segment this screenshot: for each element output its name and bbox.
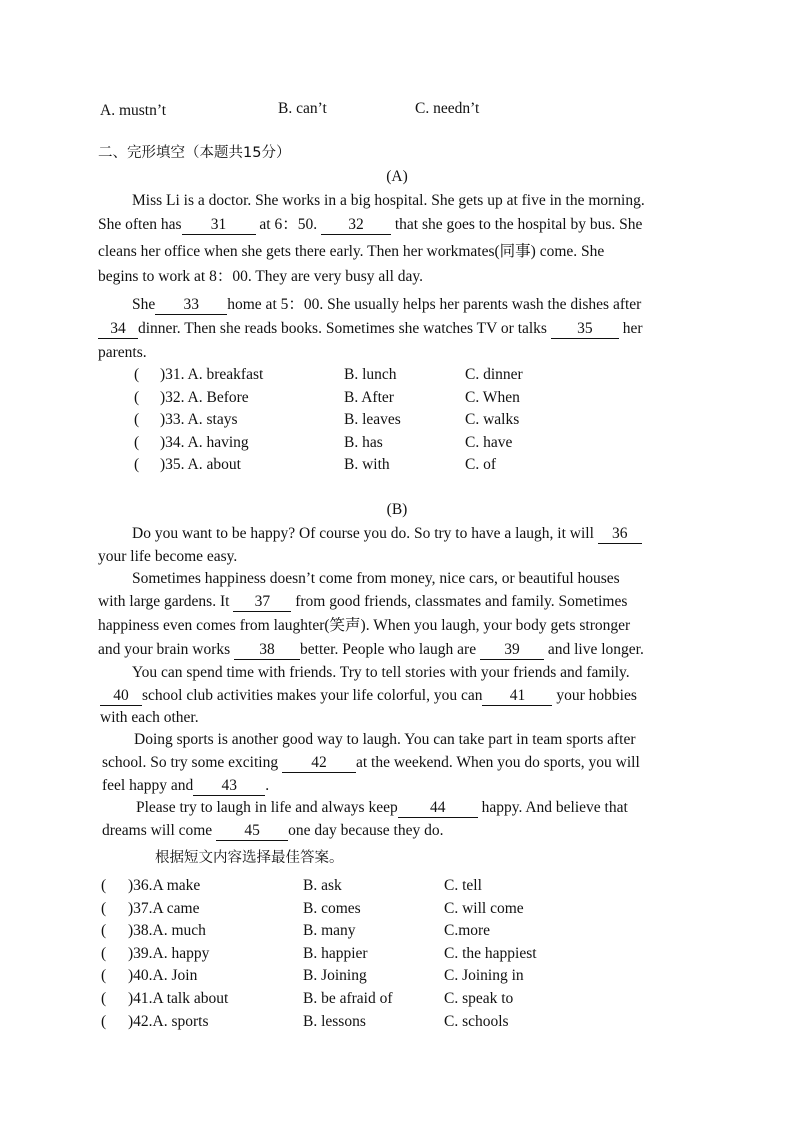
question-option: B. with — [344, 456, 390, 473]
blank-33[interactable]: 33 — [155, 295, 227, 315]
blank-32[interactable]: 32 — [321, 215, 391, 235]
passage-a-line: She often has 31 at 6：50. 32 that she goes to the hospital by bus. She — [98, 216, 643, 233]
passage-a-label: (A) — [386, 168, 408, 185]
option-c: C. needn’t — [415, 100, 480, 117]
answer-paren[interactable]: ( — [134, 388, 140, 406]
question-option: C. walks — [465, 411, 520, 428]
passage-b-line: Do you want to be happy? Of course you do. So try to have a laugh, it will 36 — [132, 523, 642, 545]
answer-paren[interactable]: ( — [134, 366, 140, 383]
answer-paren[interactable]: ( — [101, 922, 107, 940]
answer-paren[interactable]: ( — [101, 967, 107, 985]
passage-b-line: your life become easy. — [98, 548, 238, 565]
question-option: )41.A talk about — [128, 990, 229, 1007]
answer-paren[interactable]: ( — [134, 433, 140, 451]
question-option: B. happier — [303, 944, 368, 962]
question-option: C. Joining in — [444, 967, 524, 985]
question-option: )32. A. Before — [160, 388, 249, 406]
question-option: C. of — [465, 456, 496, 473]
blank-45[interactable]: 45 — [216, 821, 288, 841]
passage-b-line: feel happy and 43 . — [102, 777, 270, 794]
passage-b-line: and your brain works 38 better. People who laugh are 39 and live longer. — [98, 641, 644, 658]
question-option: C. tell — [444, 877, 482, 894]
question-option: C. the happiest — [444, 944, 537, 962]
passage-b-line: 40 school club activities makes your life colorful, you can 41 your hobbies — [100, 685, 637, 707]
answer-paren[interactable]: ( — [101, 944, 107, 962]
blank-38[interactable]: 38 — [234, 640, 300, 660]
option-a: A. mustn’t — [100, 102, 167, 119]
question-option: B. Joining — [303, 967, 367, 985]
passage-b-line: dreams will come 45 one day because they do. — [102, 822, 444, 839]
passage-b-label: (B) — [386, 501, 408, 518]
question-option: C. will come — [444, 899, 524, 917]
passage-a-line: begins to work at 8：00. They are very busy all day. — [98, 268, 423, 285]
question-option: )34. A. having — [160, 433, 249, 451]
answer-paren[interactable]: ( — [101, 877, 107, 894]
section-title: 二、完形填空（本题共15分） — [98, 145, 291, 161]
question-option: C. schools — [444, 1012, 509, 1030]
blank-41[interactable]: 41 — [482, 686, 552, 706]
option-b: B. can’t — [278, 100, 327, 117]
question-option: )37.A came — [128, 899, 200, 917]
blank-43[interactable]: 43 — [193, 776, 265, 796]
answer-paren[interactable]: ( — [101, 1012, 107, 1030]
question-option: B. After — [344, 388, 394, 406]
blank-37[interactable]: 37 — [233, 592, 291, 612]
question-option: B. comes — [303, 899, 361, 917]
passage-a-line: cleans her office when she gets there early. Then her workmates(同事) come. She — [98, 243, 605, 260]
question-option: )39.A. happy — [128, 944, 210, 962]
passage-b-line: happiness even comes from laughter(笑声). When you laugh, your body gets stronger — [98, 617, 631, 634]
blank-35[interactable]: 35 — [551, 319, 619, 339]
passage-a-line: 34 dinner. Then she reads books. Sometimes she watches TV or talks 35 her — [98, 318, 643, 340]
blank-31[interactable]: 31 — [182, 215, 256, 235]
question-option: )38.A. much — [128, 922, 206, 940]
blank-36[interactable]: 36 — [598, 524, 642, 544]
passage-b-line: Please try to laugh in life and always keep 44 happy. And believe that — [136, 799, 628, 816]
question-option: C.more — [444, 922, 491, 940]
question-option: )33. A. stays — [160, 411, 238, 428]
question-option: C. dinner — [465, 366, 523, 383]
question-option: B. many — [303, 922, 356, 940]
passage-a-line: Miss Li is a doctor. She works in a big hospital. She gets up at five in the morning. — [132, 192, 645, 209]
question-option: B. leaves — [344, 411, 401, 428]
question-option: )35. A. about — [160, 456, 241, 473]
question-option: )42.A. sports — [128, 1012, 209, 1030]
passage-b-line: Sometimes happiness doesn’t come from money, nice cars, or beautiful houses — [132, 570, 620, 587]
blank-34[interactable]: 34 — [98, 319, 138, 339]
question-option: B. lunch — [344, 366, 397, 383]
question-option: B. has — [344, 433, 383, 451]
blank-44[interactable]: 44 — [398, 798, 478, 818]
question-option: B. be afraid of — [303, 990, 393, 1007]
answer-paren[interactable]: ( — [101, 899, 107, 917]
question-option: B. lessons — [303, 1012, 366, 1030]
passage-b-line: You can spend time with friends. Try to tell stories with your friends and family. — [132, 664, 630, 681]
passage-a-line: She 33 home at 5：00. She usually helps her parents wash the dishes after — [132, 296, 642, 313]
question-option: )31. A. breakfast — [160, 366, 264, 383]
question-option: C. speak to — [444, 990, 514, 1007]
question-option: B. ask — [303, 877, 342, 894]
passage-b-line: school. So try some exciting 42 at the weekend. When you do sports, you will — [102, 754, 640, 771]
passage-b-line: with each other. — [100, 709, 199, 726]
blank-39[interactable]: 39 — [480, 640, 544, 660]
answer-paren[interactable]: ( — [134, 456, 140, 473]
question-option: C. When — [465, 388, 520, 406]
passage-a-line: parents. — [98, 344, 147, 361]
question-option: C. have — [465, 433, 513, 451]
question-option: )36.A make — [128, 877, 201, 894]
blank-42[interactable]: 42 — [282, 753, 356, 773]
answer-paren[interactable]: ( — [134, 411, 140, 428]
question-option: )40.A. Join — [128, 967, 198, 985]
blank-40[interactable]: 40 — [100, 686, 142, 706]
passage-b-line: Doing sports is another good way to laugh. You can take part in team sports after — [134, 731, 636, 748]
instruction: 根据短文内容选择最佳答案。 — [155, 850, 344, 866]
passage-b-line: with large gardens. It 37 from good friends, classmates and family. Sometimes — [98, 593, 628, 610]
answer-paren[interactable]: ( — [101, 990, 107, 1007]
